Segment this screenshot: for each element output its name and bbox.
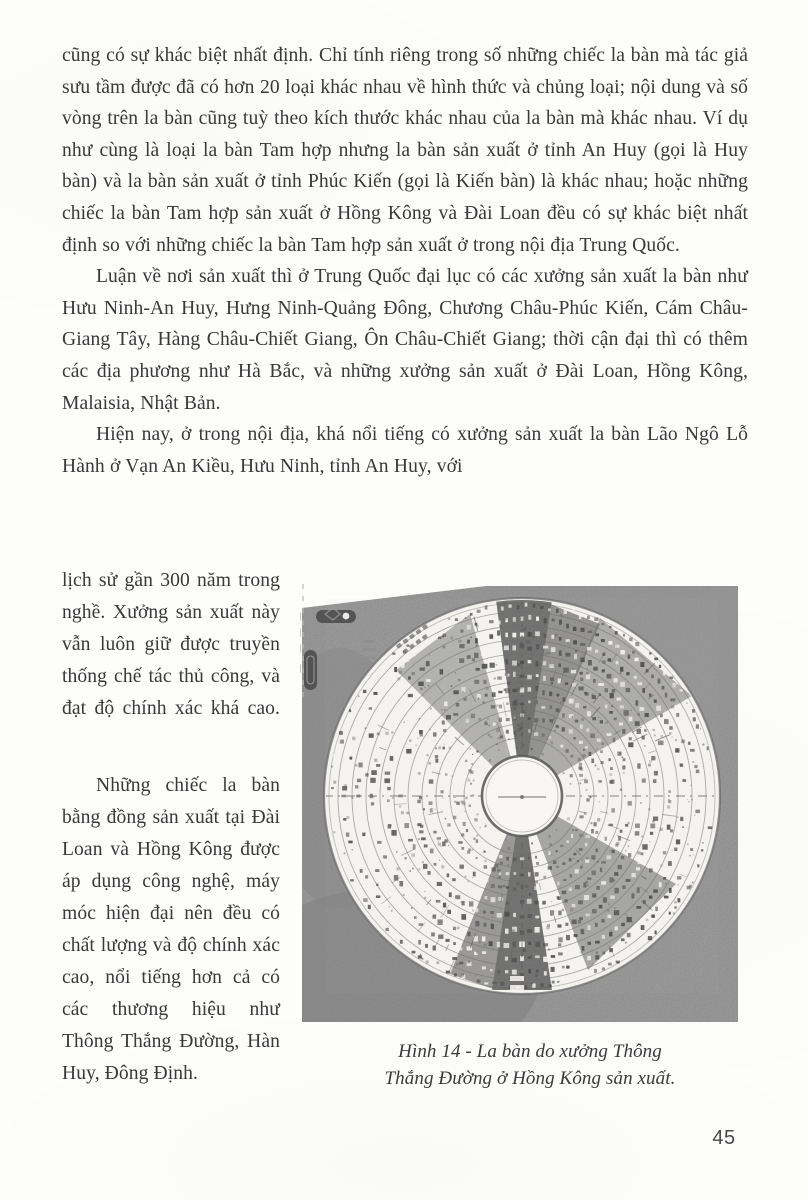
paragraph-3: Hiện nay, ở trong nội địa, khá nổi tiếng có xưởng sản xuất la bàn Lão Ngô Lỗ Hành ở Vạn An Kiều, Hưu Ninh, tỉnh An Huy, với: [62, 424, 748, 477]
plaque-horizontal: [316, 610, 356, 623]
luopan-photo-graphic: [300, 578, 738, 1022]
wrap-text-column: [62, 565, 280, 1090]
paragraph-1: cũng có sự khác biệt nhất định. Chỉ tính riêng trong số những chiếc la bàn mà tác giả sưu tầm được đã có hơn 20 loại khác nhau về hình thức và chủng loại; nội dung và số vòng trên la bàn cũng tuỳ theo kích thước khác nhau của la bàn mà khác nhau. Ví dụ như cùng là loại la bàn Tam hợp nhưng la bàn sản xuất ở tỉnh An Huy (gọi là Huy bàn) và la bàn sản xuất ở tỉnh Phúc Kiến (gọi là Kiến bàn) là khác nhau; hoặc những chiếc la bàn Tam hợp sản xuất ở Hồng Kông và Đài Loan đều có sự khác biệt nhất định so với những chiếc la bàn Tam hợp sản xuất ở trong nội địa Trung Quốc.: [62, 45, 748, 256]
figure-photograph-luopan: [300, 578, 738, 1022]
body-text-column: [62, 40, 748, 482]
wrap-paragraph-1: lịch sử gần 300 năm trong nghề. Xưởng sản xuất này vẫn luôn giữ được truyền thống chế tác thủ công, và đạt độ chính xác khá cao.: [62, 570, 280, 719]
figure-caption: [330, 1038, 730, 1092]
figure-caption-line1: Hình 14 - La bàn do xưởng Thông: [398, 1041, 662, 1062]
heaven-pool-center: [482, 756, 562, 836]
figure-caption-line2: Thắng Đường ở Hồng Kông sản xuất.: [384, 1068, 676, 1089]
page-number: 45: [712, 1127, 736, 1149]
paragraph-2: Luận về nơi sản xuất thì ở Trung Quốc đại lục có các xưởng sản xuất la bàn như Hưu Ninh-An Huy, Hưng Ninh-Quảng Đông, Chương Châu-Phúc Kiến, Cám Châu-Giang Tây, Hàng Châu-Chiết Giang, Ôn Châu-Chiết Giang; thời cận đại thì có thêm các địa phương như Hà Bắc, và những xưởng sản xuất ở Đài Loan, Hồng Kông, Malaisia, Nhật Bản.: [62, 266, 748, 414]
wrap-paragraph-2: Những chiếc la bàn bằng đồng sản xuất tại Đài Loan và Hồng Kông được áp dụng công nghệ, máy móc hiện đại nên đều có chất lượng và độ chính xác cao, nổi tiếng hơn cả có các thương hiệu như Thông Thắng Đường, Hàn Huy, Đông Định.: [62, 775, 280, 1084]
